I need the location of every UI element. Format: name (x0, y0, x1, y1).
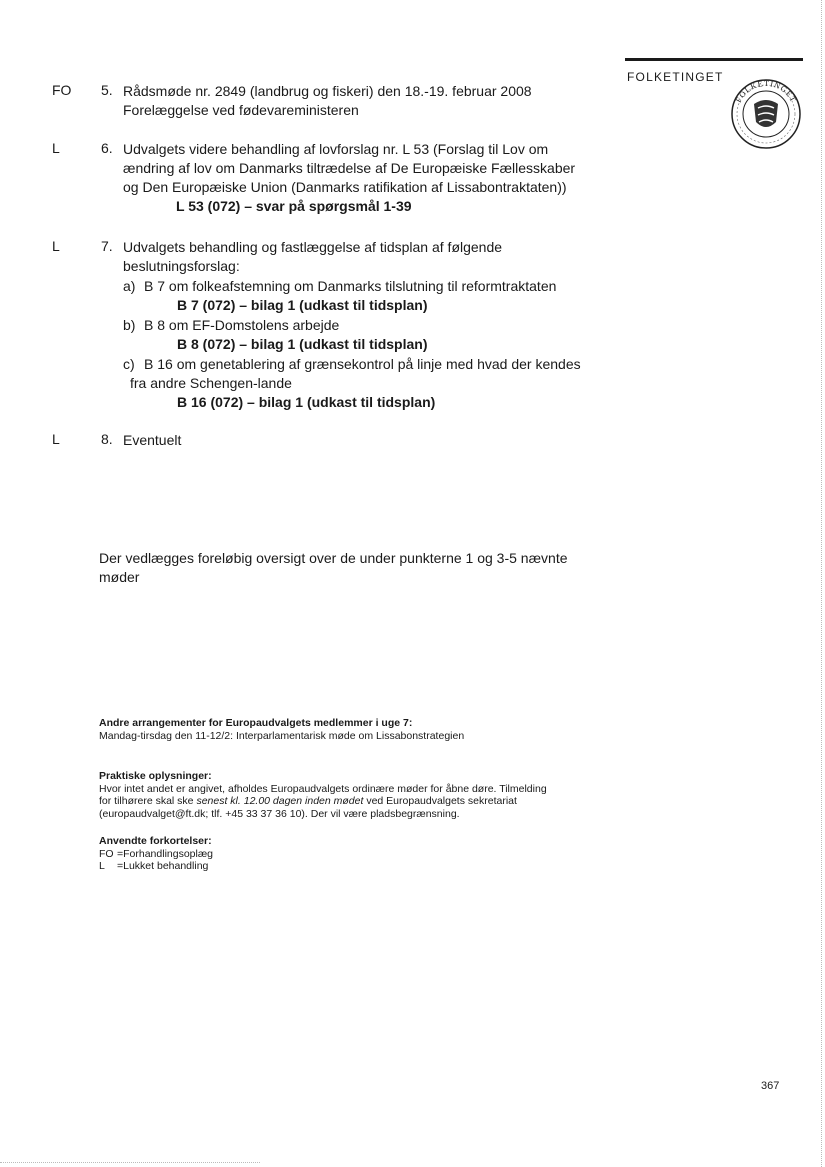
section-heading: Anvendte forkortelser: (99, 835, 212, 847)
agenda-item (123, 140, 593, 216)
sub-text: B 8 om EF-Domstolens arbejde (144, 317, 340, 333)
item-code: L (52, 431, 60, 447)
item-number: 5. (101, 82, 113, 98)
section-heading: Andre arrangementer for Europaudvalgets medlemmer i uge 7: (99, 717, 413, 729)
other-arrangements: Andre arrangementer for Europaudvalgets medlemmer i uge 7: Mandag-tirsdag den 11-12/2: Interparlamentarisk møde om Lissabonstrategien (99, 717, 465, 742)
item-text: beslutningsforslag: (123, 258, 240, 274)
sub-item (130, 355, 604, 412)
sub-label: b) (123, 317, 136, 333)
item-text: Udvalgets behandling og fastlæggelse af tidsplan af følgende (123, 239, 503, 255)
document-reference: B 8 (072) – bilag 1 (udkast til tidsplan) (177, 336, 428, 352)
item-text: ændring af lov om Danmarks tiltrædelse af De Europæiske Fællesskaber (123, 160, 576, 176)
folketinget-seal-icon (730, 78, 802, 150)
scan-edge (0, 1162, 260, 1163)
item-number: 8. (101, 431, 113, 447)
document-reference: B 7 (072) – bilag 1 (udkast til tidsplan) (177, 297, 428, 313)
sub-text: fra andre Schengen-lande (130, 375, 292, 391)
agenda-item (123, 238, 593, 276)
scan-edge (820, 0, 822, 1167)
sub-text: B 7 om folkeafstemning om Danmarks tilslutning til reformtraktaten (144, 278, 557, 294)
abbreviations (99, 835, 619, 873)
item-number: 7. (101, 238, 113, 254)
agenda-item (123, 82, 593, 120)
agenda-item (123, 431, 593, 450)
document-reference: L 53 (072) – svar på spørgsmål 1-39 (176, 198, 412, 214)
document-reference: B 16 (072) – bilag 1 (udkast til tidsplan) (177, 394, 436, 410)
attachment-note: Der vedlægges foreløbig oversigt over de under punkterne 1 og 3-5 nævnte møder (99, 550, 568, 585)
item-text: Udvalgets videre behandling af lovforslag nr. L 53 (Forslag til Lov om (123, 141, 549, 157)
practical-info: Praktiske oplysninger: Hvor intet andet er angivet, afholdes Europaudvalgets ordinære møder for åbne døre. Tilmelding for tilhørere skal ske senest kl. 12.00 dagen inden mødet ved Europaudvalgets sekretariat (europaudvalget@ft.dk; tlf. +45 33 37 36 10). Der vil være pladsbegrænsning. (99, 770, 547, 820)
sub-text: B 16 om genetablering af grænsekontrol på linje med hvad der kendes (144, 356, 581, 372)
section-heading: Praktiske oplysninger: (99, 770, 212, 782)
abbr-text: =Forhandlingsoplæg (117, 847, 214, 860)
abbr-code: FO (99, 847, 114, 860)
item-text: Eventuelt (123, 432, 182, 448)
item-code: L (52, 140, 60, 156)
page-number: 367 (761, 1080, 780, 1092)
abbr-text: =Lukket behandling (117, 860, 209, 872)
header-rule (625, 58, 803, 61)
svg-text:FOLKETINGET: FOLKETINGET (733, 78, 799, 105)
item-number: 6. (101, 140, 113, 156)
item-code: FO (52, 82, 72, 98)
sub-item (144, 277, 604, 315)
item-text: Rådsmøde nr. 2849 (landbrug og fiskeri) den 18.-19. februar 2008 (123, 83, 532, 99)
sub-label: a) (123, 278, 136, 294)
org-name: FOLKETINGET (627, 70, 724, 84)
abbr-code: L (99, 860, 105, 872)
item-text: Forelæggelse ved fødevareministeren (123, 102, 359, 118)
sub-item (144, 316, 604, 354)
item-text: og Den Europæiske Union (Danmarks ratifikation af Lissabontraktaten)) (123, 179, 567, 195)
deadline-text: senest kl. 12.00 dagen inden mødet (196, 795, 364, 807)
item-code: L (52, 238, 60, 254)
sub-label: c) (123, 356, 135, 372)
